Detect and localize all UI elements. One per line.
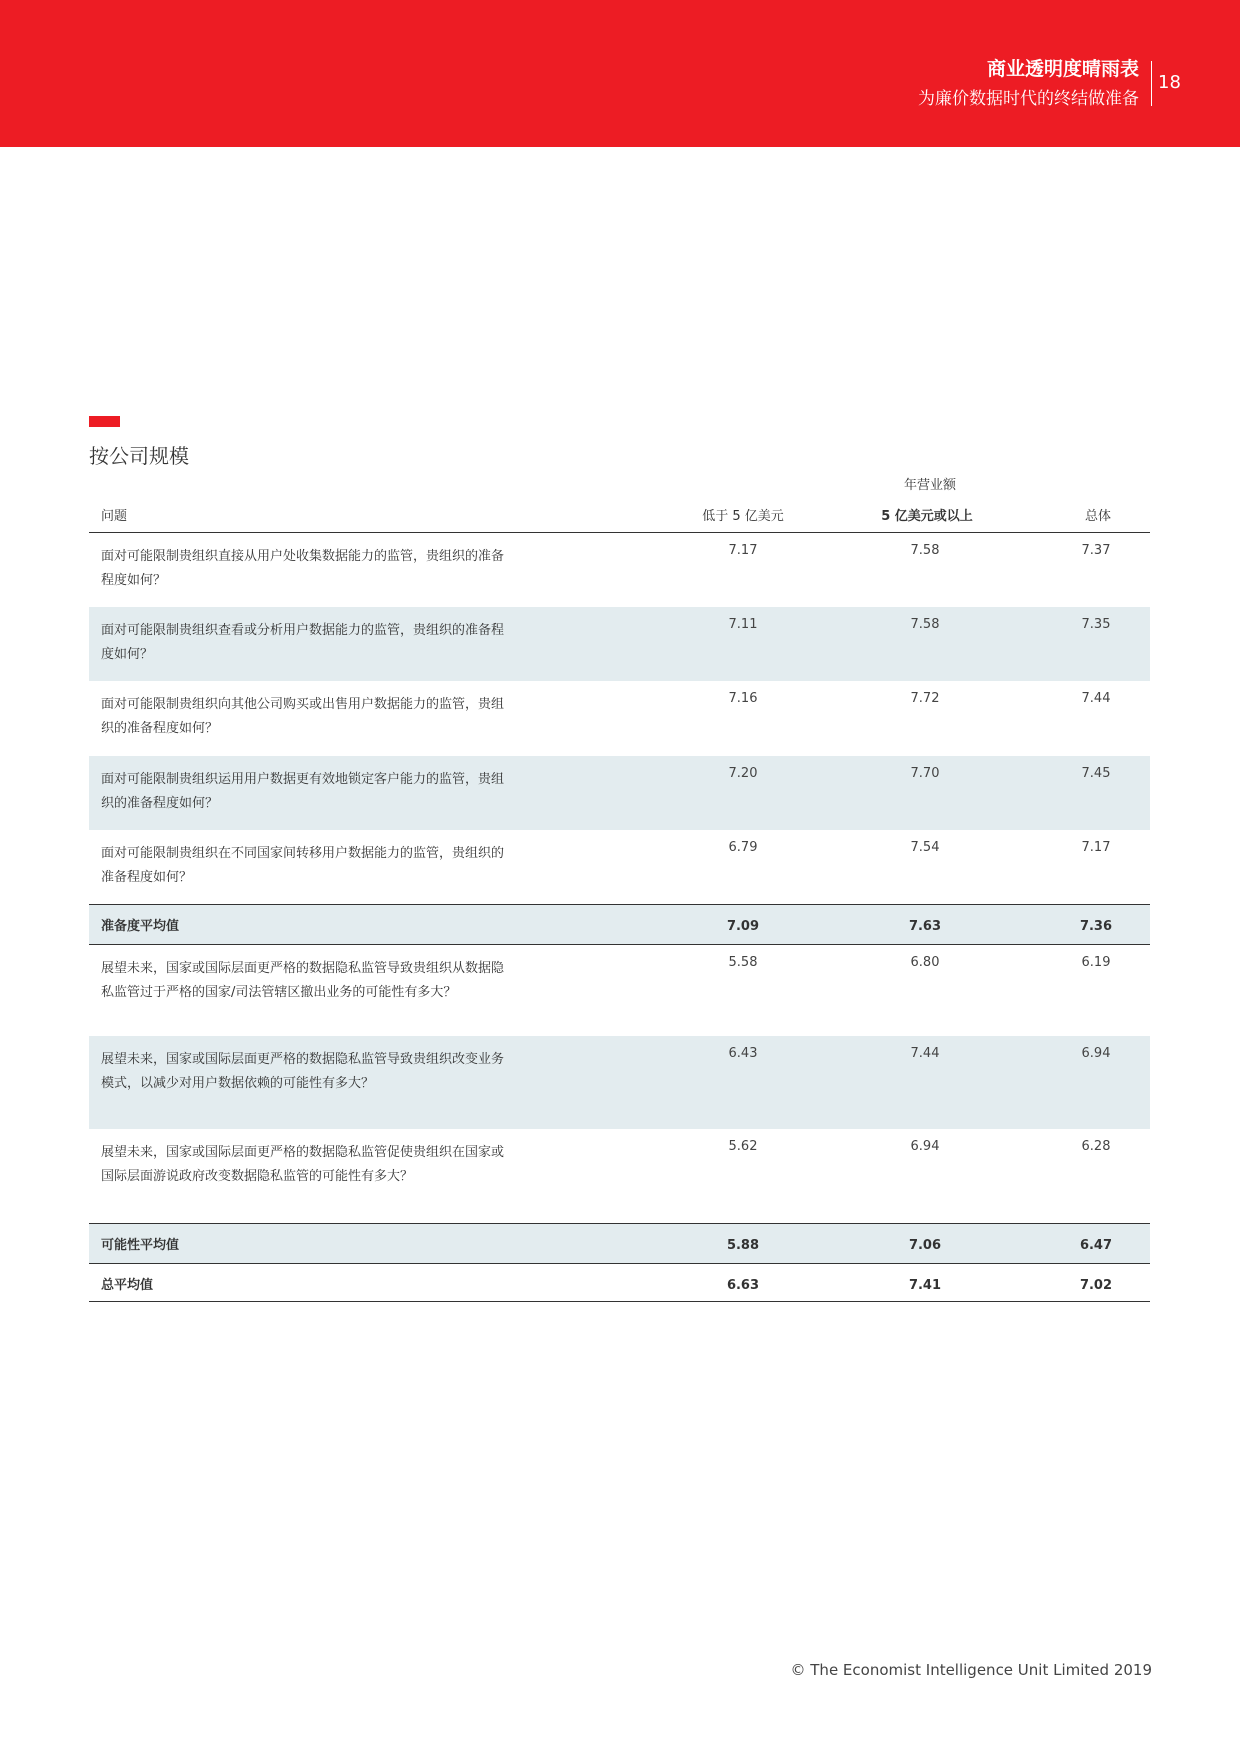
value-500m-plus: 7.58: [910, 617, 940, 632]
question-text: 面对可能限制贵组织在不同国家间转移用户数据能力的监管，贵组织的准备程度如何？: [101, 846, 505, 885]
page-number: 18: [1158, 72, 1181, 93]
question-text: 展望未来，国家或国际层面更严格的数据隐私监管促使贵组织在国家或国际层面游说政府改变数据隐私监管的可能性有多大？: [101, 1145, 505, 1184]
col-header-question: 问题: [101, 509, 128, 524]
value-under-500m: 6.63: [726, 1278, 760, 1293]
value-overall: 6.94: [1081, 1046, 1111, 1061]
table-row: [89, 681, 1150, 756]
copyright-footer: © The Economist Intelligence Unit Limited 2019: [790, 1661, 1152, 1679]
section-marker: [89, 416, 120, 427]
value-overall: 7.37: [1081, 543, 1111, 558]
value-under-500m: 5.62: [728, 1139, 758, 1154]
revenue-group-header: 年营业额: [903, 478, 956, 493]
value-500m-plus: 7.58: [910, 543, 940, 558]
value-under-500m: 7.16: [728, 691, 758, 706]
average-row-readiness: [89, 905, 1150, 944]
average-row-likelihood: [89, 1224, 1150, 1263]
table-bottom-rule: [89, 1301, 1150, 1302]
question-text: 面对可能限制贵组织向其他公司购买或出售用户数据能力的监管，贵组织的准备程度如何？: [101, 697, 505, 736]
report-subtitle: 为廉价数据时代的终结做准备: [918, 89, 1139, 109]
table-row: [89, 607, 1150, 681]
value-500m-plus: 7.54: [910, 840, 940, 855]
table-row: [89, 945, 1150, 1036]
value-500m-plus: 6.94: [910, 1139, 940, 1154]
question-text: 展望未来，国家或国际层面更严格的数据隐私监管导致贵组织从数据隐私监管过于严格的国家/司法管辖区撤出业务的可能性有多大？: [101, 961, 505, 1000]
table-row: [89, 1036, 1150, 1129]
col-header-under-500m: 低于 5 亿美元: [702, 509, 784, 524]
value-500m-plus: 7.72: [910, 691, 940, 706]
value-under-500m: 5.88: [726, 1238, 760, 1253]
value-500m-plus: 7.41: [908, 1278, 942, 1293]
value-500m-plus: 7.70: [910, 766, 940, 781]
col-header-500m-plus: 5 亿美元或以上: [881, 509, 973, 524]
value-500m-plus: 7.06: [908, 1238, 942, 1253]
value-500m-plus: 7.63: [908, 919, 942, 934]
value-under-500m: 5.58: [728, 955, 758, 970]
question-text: 面对可能限制贵组织直接从用户处收集数据能力的监管，贵组织的准备程度如何？: [101, 549, 505, 588]
table-row: [89, 756, 1150, 830]
report-title: 商业透明度晴雨表: [986, 58, 1139, 80]
table-row: [89, 830, 1150, 904]
value-overall: 7.44: [1081, 691, 1111, 706]
average-row-overall: [89, 1264, 1150, 1301]
value-overall: 6.28: [1081, 1139, 1111, 1154]
value-overall: 7.45: [1081, 766, 1111, 781]
value-under-500m: 7.17: [728, 543, 758, 558]
table-row: [89, 533, 1150, 607]
average-label: 准备度平均值: [101, 919, 180, 934]
value-under-500m: 7.11: [728, 617, 758, 632]
value-overall: 7.35: [1081, 617, 1111, 632]
average-label: 总平均值: [101, 1278, 154, 1293]
header-divider: [1151, 61, 1152, 106]
value-under-500m: 6.43: [728, 1046, 758, 1061]
question-text: 面对可能限制贵组织运用用户数据更有效地锁定客户能力的监管，贵组织的准备程度如何？: [101, 772, 505, 811]
question-text: 面对可能限制贵组织查看或分析用户数据能力的监管，贵组织的准备程度如何？: [101, 623, 505, 662]
col-header-overall: 总体: [1084, 509, 1111, 524]
question-text: 展望未来，国家或国际层面更严格的数据隐私监管导致贵组织改变业务模式，以减少对用户数据依赖的可能性有多大？: [101, 1052, 505, 1091]
value-overall: 7.17: [1081, 840, 1111, 855]
value-overall: 7.02: [1079, 1278, 1113, 1293]
value-under-500m: 7.20: [728, 766, 758, 781]
table-row: [89, 1129, 1150, 1223]
header-banner: [0, 0, 1240, 147]
value-under-500m: 6.79: [728, 840, 758, 855]
value-under-500m: 7.09: [726, 919, 760, 934]
section-title: 按公司规模: [89, 444, 189, 468]
value-500m-plus: 6.80: [910, 955, 940, 970]
value-overall: 6.47: [1079, 1238, 1113, 1253]
value-overall: 7.36: [1079, 919, 1113, 934]
average-label: 可能性平均值: [101, 1238, 180, 1253]
value-overall: 6.19: [1081, 955, 1111, 970]
value-500m-plus: 7.44: [910, 1046, 940, 1061]
